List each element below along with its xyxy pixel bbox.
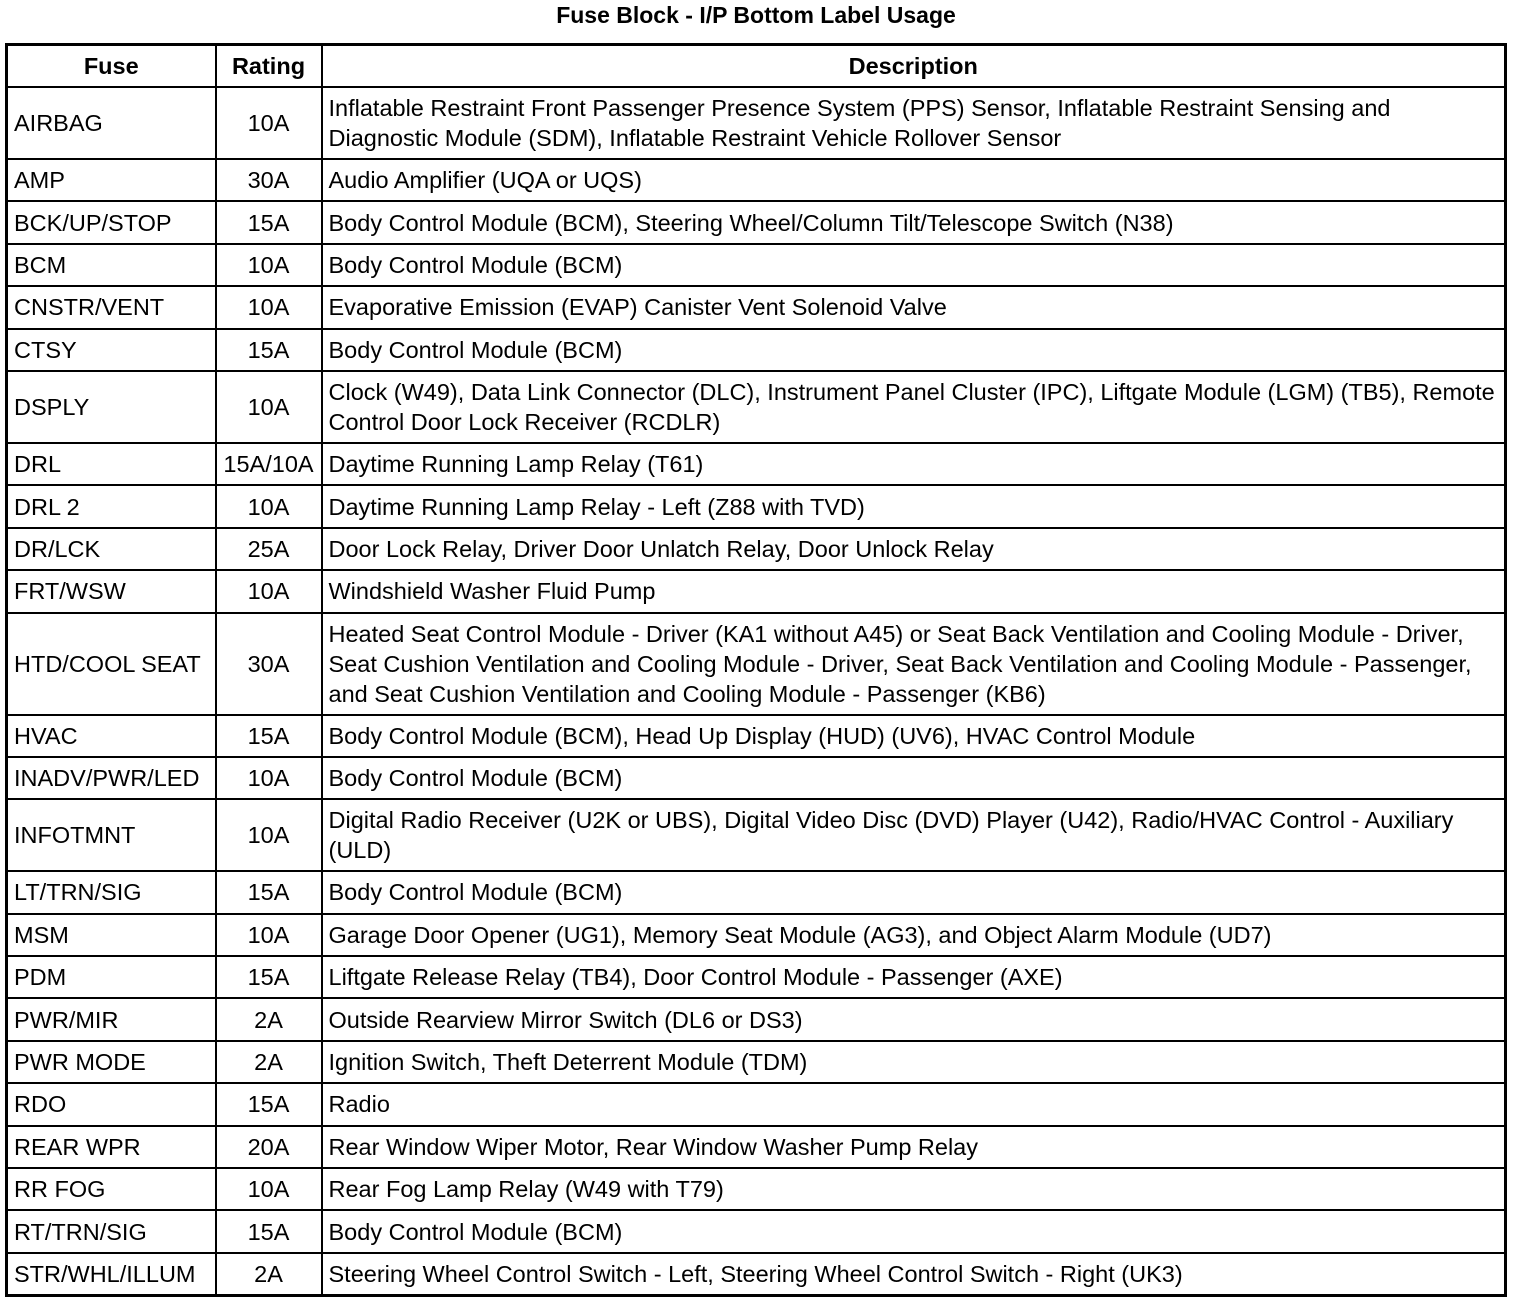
table-header-row — [7, 45, 1506, 88]
rating-cell: 15A — [216, 1210, 322, 1252]
table-row — [7, 87, 1506, 159]
description-cell: Body Control Module (BCM) — [322, 244, 1506, 286]
table-row — [7, 329, 1506, 371]
page-title: Fuse Block - I/P Bottom Label Usage — [556, 2, 956, 28]
fuse-cell: INADV/PWR/LED — [7, 757, 216, 799]
fuse-cell: RR FOG — [7, 1168, 216, 1210]
description-cell: Windshield Washer Fluid Pump — [322, 570, 1506, 612]
description-cell: Body Control Module (BCM) — [322, 757, 1506, 799]
description-cell: Radio — [322, 1083, 1506, 1125]
rating-cell: 10A — [216, 371, 322, 443]
fuse-cell: BCK/UP/STOP — [7, 201, 216, 243]
fuse-table — [5, 43, 1507, 1297]
fuse-cell: INFOTMNT — [7, 799, 216, 871]
description-cell: Body Control Module (BCM) — [322, 329, 1506, 371]
fuse-cell: DR/LCK — [7, 528, 216, 570]
fuse-cell: DRL 2 — [7, 485, 216, 527]
fuse-cell: RT/TRN/SIG — [7, 1210, 216, 1252]
rating-cell: 20A — [216, 1126, 322, 1168]
fuse-cell: FRT/WSW — [7, 570, 216, 612]
fuse-cell: PWR/MIR — [7, 998, 216, 1040]
rating-cell: 30A — [216, 159, 322, 201]
table-row — [7, 613, 1506, 715]
table-row — [7, 244, 1506, 286]
rating-cell: 10A — [216, 1168, 322, 1210]
table-row — [7, 1168, 1506, 1210]
fuse-cell: LT/TRN/SIG — [7, 871, 216, 913]
fuse-cell: DRL — [7, 443, 216, 485]
table-row — [7, 286, 1506, 328]
description-cell: Body Control Module (BCM) — [322, 1210, 1506, 1252]
column-header-rating: Rating — [216, 45, 322, 88]
description-cell: Daytime Running Lamp Relay - Left (Z88 with TVD) — [322, 485, 1506, 527]
rating-cell: 2A — [216, 1253, 322, 1296]
rating-cell: 15A — [216, 871, 322, 913]
rating-cell: 15A/10A — [216, 443, 322, 485]
description-cell: Daytime Running Lamp Relay (T61) — [322, 443, 1506, 485]
description-cell: Evaporative Emission (EVAP) Canister Vent Solenoid Valve — [322, 286, 1506, 328]
table-row — [7, 1210, 1506, 1252]
description-cell: Garage Door Opener (UG1), Memory Seat Module (AG3), and Object Alarm Module (UD7) — [322, 914, 1506, 956]
rating-cell: 10A — [216, 757, 322, 799]
rating-cell: 15A — [216, 201, 322, 243]
rating-cell: 10A — [216, 286, 322, 328]
description-cell: Audio Amplifier (UQA or UQS) — [322, 159, 1506, 201]
rating-cell: 15A — [216, 329, 322, 371]
description-cell: Door Lock Relay, Driver Door Unlatch Relay, Door Unlock Relay — [322, 528, 1506, 570]
rating-cell: 10A — [216, 914, 322, 956]
table-row — [7, 528, 1506, 570]
fuse-cell: BCM — [7, 244, 216, 286]
description-cell: Body Control Module (BCM) — [322, 871, 1506, 913]
rating-cell: 2A — [216, 1041, 322, 1083]
fuse-cell: MSM — [7, 914, 216, 956]
table-row — [7, 715, 1506, 757]
table-row — [7, 443, 1506, 485]
rating-cell: 2A — [216, 998, 322, 1040]
description-cell: Ignition Switch, Theft Deterrent Module (TDM) — [322, 1041, 1506, 1083]
table-row — [7, 1253, 1506, 1296]
rating-cell: 30A — [216, 613, 322, 715]
fuse-cell: HVAC — [7, 715, 216, 757]
description-cell: Clock (W49), Data Link Connector (DLC), Instrument Panel Cluster (IPC), Liftgate Module (LGM) (TB5), Remote Control Door Lock Receiver (RCDLR) — [322, 371, 1506, 443]
rating-cell: 15A — [216, 956, 322, 998]
table-row — [7, 159, 1506, 201]
fuse-cell: RDO — [7, 1083, 216, 1125]
column-header-description: Description — [322, 45, 1506, 88]
fuse-cell: AMP — [7, 159, 216, 201]
fuse-cell: STR/WHL/ILLUM — [7, 1253, 216, 1296]
table-row — [7, 1041, 1506, 1083]
description-cell: Body Control Module (BCM), Steering Wheel/Column Tilt/Telescope Switch (N38) — [322, 201, 1506, 243]
column-header-fuse: Fuse — [7, 45, 216, 88]
fuse-cell: DSPLY — [7, 371, 216, 443]
description-cell: Body Control Module (BCM), Head Up Display (HUD) (UV6), HVAC Control Module — [322, 715, 1506, 757]
rating-cell: 10A — [216, 244, 322, 286]
table-row — [7, 1083, 1506, 1125]
rating-cell: 15A — [216, 715, 322, 757]
table-row — [7, 1126, 1506, 1168]
table-row — [7, 914, 1506, 956]
table-row — [7, 799, 1506, 871]
description-cell: Liftgate Release Relay (TB4), Door Control Module - Passenger (AXE) — [322, 956, 1506, 998]
description-cell: Outside Rearview Mirror Switch (DL6 or DS3) — [322, 998, 1506, 1040]
table-row — [7, 485, 1506, 527]
table-row — [7, 371, 1506, 443]
description-cell: Digital Radio Receiver (U2K or UBS), Digital Video Disc (DVD) Player (U42), Radio/HVAC Control - Auxiliary (ULD) — [322, 799, 1506, 871]
fuse-cell: AIRBAG — [7, 87, 216, 159]
table-row — [7, 871, 1506, 913]
fuse-cell: CTSY — [7, 329, 216, 371]
table-row — [7, 998, 1506, 1040]
table-row — [7, 201, 1506, 243]
fuse-cell: PWR MODE — [7, 1041, 216, 1083]
fuse-cell: REAR WPR — [7, 1126, 216, 1168]
rating-cell: 10A — [216, 87, 322, 159]
description-cell: Heated Seat Control Module - Driver (KA1 without A45) or Seat Back Ventilation and Cooling Module - Driver, Seat Cushion Ventilation and Cooling Module - Driver, Seat Back Ventilation and Cooling Module - Passenger, and Seat Cushion Ventilation and Cooling Module - Passenger (KB6) — [322, 613, 1506, 715]
description-cell: Inflatable Restraint Front Passenger Presence System (PPS) Sensor, Inflatable Restraint Sensing and Diagnostic Module (SDM), Inflatable Restraint Vehicle Rollover Sensor — [322, 87, 1506, 159]
fuse-cell: PDM — [7, 956, 216, 998]
rating-cell: 10A — [216, 570, 322, 612]
rating-cell: 15A — [216, 1083, 322, 1125]
rating-cell: 10A — [216, 799, 322, 871]
table-row — [7, 757, 1506, 799]
table-row — [7, 570, 1506, 612]
fuse-cell: CNSTR/VENT — [7, 286, 216, 328]
description-cell: Rear Fog Lamp Relay (W49 with T79) — [322, 1168, 1506, 1210]
description-cell: Steering Wheel Control Switch - Left, Steering Wheel Control Switch - Right (UK3) — [322, 1253, 1506, 1296]
rating-cell: 10A — [216, 485, 322, 527]
fuse-cell: HTD/COOL SEAT — [7, 613, 216, 715]
description-cell: Rear Window Wiper Motor, Rear Window Washer Pump Relay — [322, 1126, 1506, 1168]
rating-cell: 25A — [216, 528, 322, 570]
table-row — [7, 956, 1506, 998]
